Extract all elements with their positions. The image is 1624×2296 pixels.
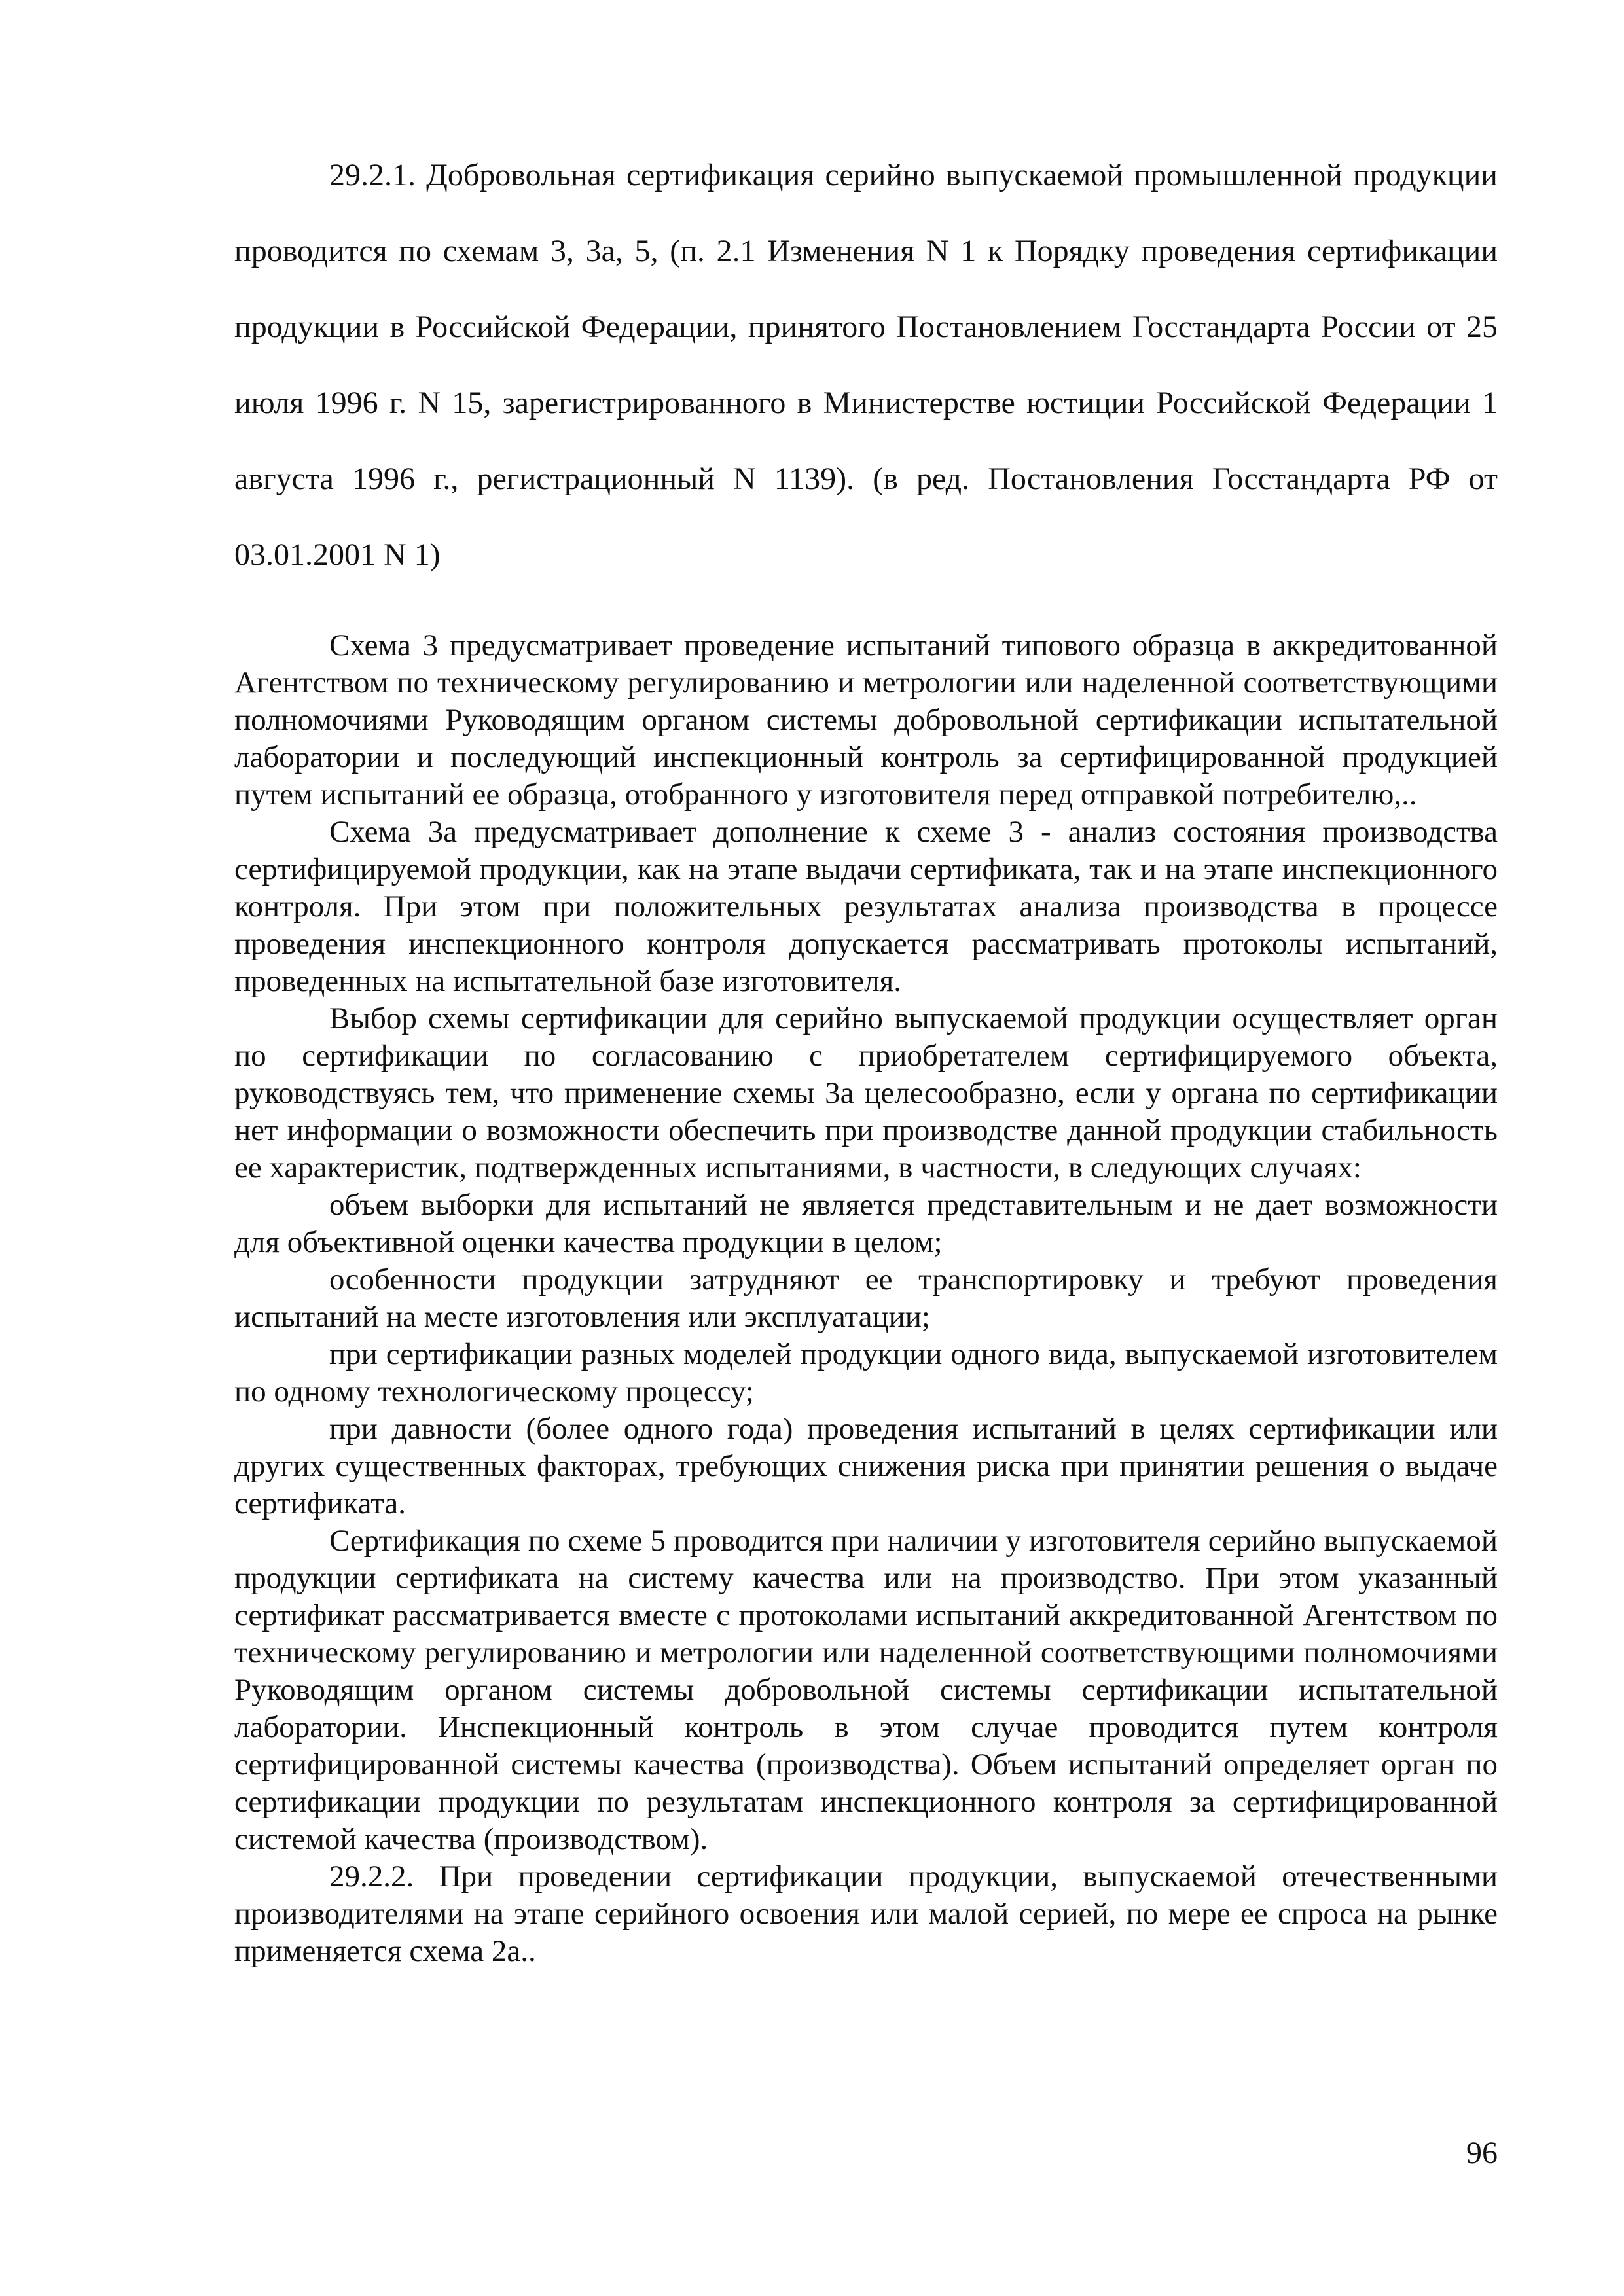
intro-section — [234, 137, 1498, 593]
page-number: 96 — [1466, 2136, 1498, 2170]
list-item: объем выборки для испытаний не является представительным и не дает возможности для объективной оценки качества продукции в целом; — [234, 1188, 1498, 1259]
list-item: при сертификации разных моделей продукции одного вида, выпускаемой изготовителем по одному технологическому процессу; — [234, 1337, 1498, 1408]
paragraph-scheme-choice: Выбор схемы сертификации для серийно выпускаемой продукции осуществляет орган по сертификации по согласованию с приобретателем сертифицируемого объекта, руководствуясь тем, что применение схемы 3а целесообразно, если у органа по сертификации нет информации о возможности обеспечить при производстве данной продукции стабильность ее характеристик, подтвержденных испытаниями, в частности, в следующих случаях: — [234, 1001, 1498, 1185]
paragraph-29-2-2: 29.2.2. При проведении сертификации продукции, выпускаемой отечественными производителями на этапе серийного освоения или малой серией, по мере ее спроса на рынке применяется схема 2а.. — [234, 1859, 1498, 1968]
paragraph-scheme-5: Сертификация по схеме 5 проводится при наличии у изготовителя серийно выпускаемой продукции сертификата на систему качества или на производство. При этом указанный сертификат рассматривается вместе с протоколами испытаний аккредитованной Агентством по техническому регулированию и метрологии или наделенной соответствующими полномочиями Руководящим органом системы добровольной системы сертификации испытательной лаборатории. Инспекционный контроль в этом случае проводится путем контроля сертифицированной системы качества (производства). Объем испытаний определяет орган по сертификации продукции по результатам инспекционного контроля за сертифицированной системой качества (производством). — [234, 1524, 1498, 1856]
list-item: особенности продукции затрудняют ее транспортировку и требуют проведения испытаний на месте изготовления или эксплуатации; — [234, 1263, 1498, 1334]
intro-paragraph: 29.2.1. Добровольная сертификация серийно выпускаемой промышленной продукции проводится по схемам 3, 3а, 5, (п. 2.1 Изменения N 1 к Порядку проведения сертификации продукции в Российской Федерации, принятого Постановлением Госстандарта России от 25 июля 1996 г. N 15, зарегистрированного в Министерстве юстиции Российской Федерации 1 августа 1996 г., регистрационный N 1139). (в ред. Постановления Госстандарта РФ от 03.01.2001 N 1) — [234, 158, 1498, 572]
paragraph-scheme-3: Схема 3 предусматривает проведение испытаний типового образца в аккредитованной Агентством по техническому регулированию и метрологии или наделенной соответствующими полномочиями Руководящим органом системы добровольной сертификации испытательной лаборатории и последующий инспекционный контроль за сертифицированной продукцией путем испытаний ее образца, отобранного у изготовителя перед отправкой потребителю,.. — [234, 628, 1498, 812]
list-item: при давности (более одного года) проведения испытаний в целях сертификации или других существенных факторах, требующих снижения риска при принятии решения о выдаче сертификата. — [234, 1412, 1498, 1520]
body-section — [234, 627, 1498, 1970]
paragraph-scheme-3a: Схема 3а предусматривает дополнение к схеме 3 - анализ состояния производства сертифицируемой продукции, как на этапе выдачи сертификата, так и на этапе инспекционного контроля. При этом при положительных результатах анализа производства в процессе проведения инспекционного контроля допускается рассматривать протоколы испытаний, проведенных на испытательной базе изготовителя. — [234, 815, 1498, 998]
document-page — [234, 137, 1498, 1970]
